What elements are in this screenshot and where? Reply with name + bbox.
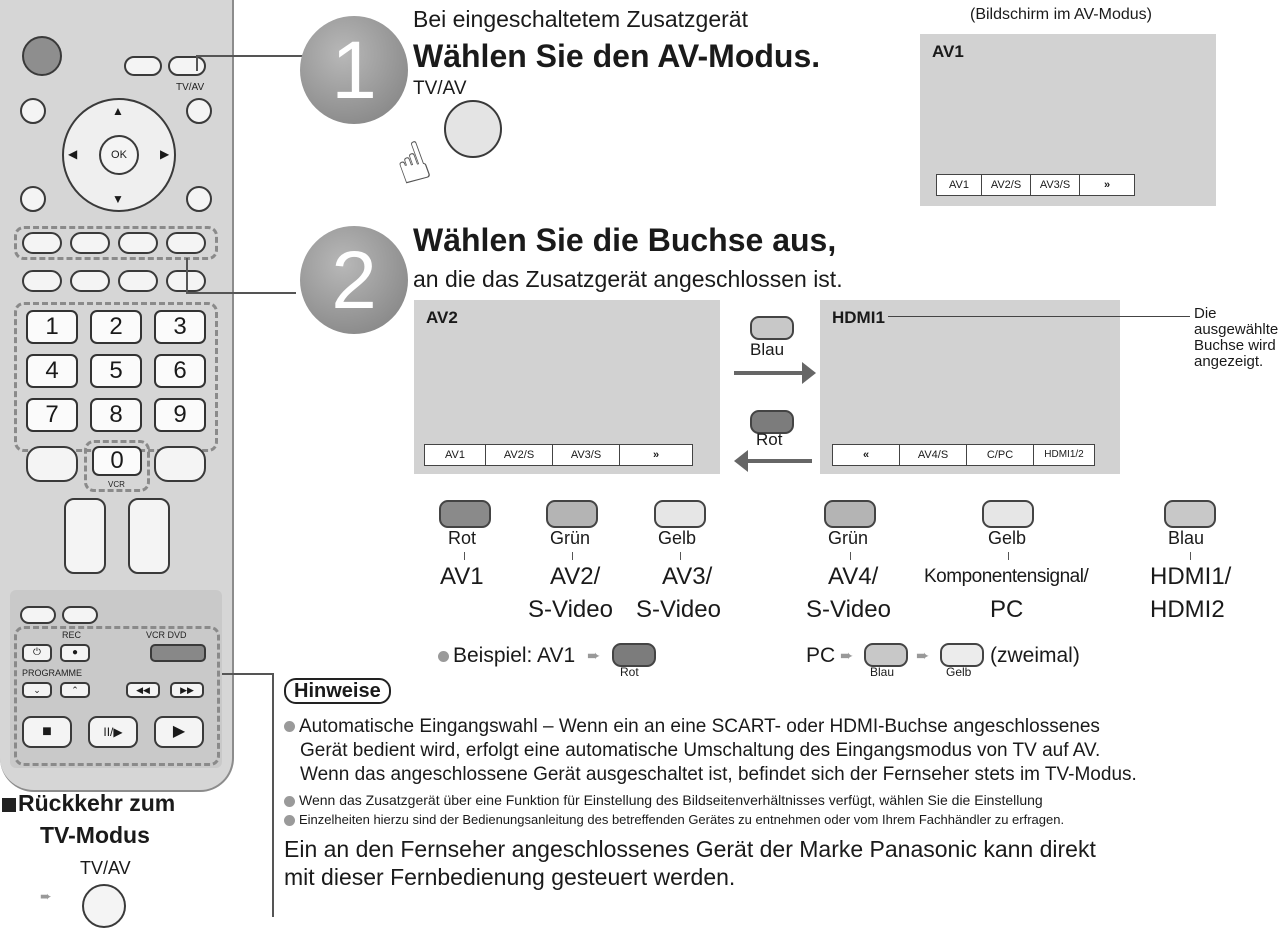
selected-input-callout: Die ausgewählte Buchse wird angezeigt.	[1194, 305, 1279, 370]
input-line2: S-Video	[636, 596, 721, 623]
programme-up-button[interactable]	[60, 682, 90, 698]
power-vcr-button[interactable]	[22, 644, 52, 662]
tick	[850, 552, 851, 560]
return-tvav-label: TV/AV	[80, 858, 131, 878]
number-key-5[interactable]: 5	[90, 354, 142, 388]
remote-right-wide-button[interactable]	[154, 446, 206, 482]
connector-line-step1-h	[196, 55, 306, 57]
tvav-round-button[interactable]	[444, 100, 502, 158]
remote-left-round-button[interactable]	[20, 98, 46, 124]
arrow-right-small-icon: ➨	[587, 648, 601, 665]
ok-button[interactable]: OK	[99, 135, 139, 175]
example-suffix: (zweimal)	[990, 644, 1080, 667]
number-key-6[interactable]: 6	[154, 354, 206, 388]
rewind-icon: ◀◀	[136, 685, 150, 695]
note-line-5: Einzelheiten hierzu sind der Bedienungsanleitung des betreffenden Gerätes zu entnehmen oder vom Ihrem Fachhändler zu erfragen.	[284, 812, 1064, 827]
screen-input-bar	[832, 444, 1095, 466]
stop-button[interactable]	[22, 716, 72, 748]
bar-item: »	[1103, 179, 1111, 191]
tvav-button[interactable]	[168, 56, 206, 76]
color-name: Rot	[448, 528, 477, 548]
color-name: Gelb	[988, 528, 1027, 548]
bar-item: «	[833, 445, 900, 465]
input-line1: AV2/	[550, 563, 601, 590]
note-line-1: Automatische Eingangswahl – Wenn ein an eine SCART- oder HDMI-Buchse angeschlossenes	[284, 716, 1100, 738]
example-blau-label: Blau	[870, 665, 895, 679]
tick	[464, 552, 465, 560]
remote-row2-button-2[interactable]	[70, 270, 110, 292]
panasonic-note-line-1: Ein an den Fernseher angeschlossenes Gerät der Marke Panasonic kann direkt	[284, 836, 1096, 862]
red-button[interactable]	[22, 232, 62, 254]
number-key-3[interactable]: 3	[154, 310, 206, 344]
bar-item: AV4/S	[900, 445, 967, 465]
remote-row2-button-3[interactable]	[118, 270, 158, 292]
remote-small-button-1[interactable]	[20, 606, 56, 624]
left-arrow-icon: ◀	[68, 147, 78, 161]
bar-item: C/PC	[967, 445, 1034, 465]
connector-line-step2	[186, 258, 188, 294]
yellow-button-icon	[654, 500, 706, 528]
return-title-line1: Rückkehr zum	[18, 790, 176, 816]
connector-line-step2-h	[186, 292, 296, 294]
step-1-badge: 1	[300, 16, 408, 124]
arrow-left-line	[748, 459, 812, 463]
note-line-3: Wenn das angeschlossene Gerät ausgeschaltet ist, befindet sich der Fernseher stets im TV-Modus.	[300, 764, 1137, 785]
red-button-icon	[439, 500, 491, 528]
step-2-title: Wählen Sie die Buchse aus,	[413, 222, 837, 258]
number-key-8[interactable]: 8	[90, 398, 142, 432]
blue-button[interactable]	[166, 232, 206, 254]
arrow-right-small-icon: ➨	[840, 648, 854, 665]
screen-title: AV2	[426, 308, 458, 327]
volume-rocker[interactable]	[64, 498, 106, 574]
number-key-0[interactable]: 0	[92, 446, 142, 476]
record-icon: ●	[71, 647, 79, 658]
arrow-right-icon	[802, 362, 816, 384]
yellow-button-icon	[982, 500, 1034, 528]
fast-forward-button[interactable]	[170, 682, 204, 698]
pointing-hand-icon: ☝	[386, 130, 439, 198]
blue-button-icon	[864, 643, 908, 667]
vcr-dvd-label: VCR DVD	[146, 630, 187, 640]
number-key-2[interactable]: 2	[90, 310, 142, 344]
input-line2: HDMI2	[1150, 596, 1225, 623]
blue-button-icon	[750, 316, 794, 340]
green-button-icon	[546, 500, 598, 528]
red-label: Rot	[756, 430, 783, 449]
screen-input-bar	[936, 174, 1135, 196]
pause-icon: II/▶	[103, 725, 123, 739]
av2-screen	[414, 300, 720, 474]
square-bullet-icon	[2, 798, 16, 812]
red-button-icon	[612, 643, 656, 667]
example-red-label: Rot	[620, 665, 639, 679]
chevron-down-icon: ⌄	[33, 685, 41, 695]
input-line1: AV4/	[828, 563, 879, 590]
step-2-subtitle: an die das Zusatzgerät angeschlossen ist.	[413, 266, 843, 292]
hdmi1-screen	[820, 300, 1120, 474]
return-tvav-button[interactable]	[82, 884, 126, 928]
input-line2: S-Video	[806, 596, 891, 623]
remote-lower-right-round-button[interactable]	[186, 186, 212, 212]
screen-input-bar	[424, 444, 693, 466]
number-key-4[interactable]: 4	[26, 354, 78, 388]
connector-line-step1	[196, 55, 198, 71]
color-name: Blau	[1168, 528, 1205, 548]
remote-small-button-2[interactable]	[62, 606, 98, 624]
play-button[interactable]	[154, 716, 204, 748]
tick	[680, 552, 681, 560]
example-pc: PC	[806, 644, 836, 667]
bar-item: AV3/S	[553, 445, 620, 465]
yellow-button[interactable]	[118, 232, 158, 254]
screen-title: HDMI1	[832, 308, 885, 327]
down-arrow-icon: ▼	[112, 192, 124, 206]
example-gelb-label: Gelb	[946, 665, 972, 679]
input-line2: S-Video	[528, 596, 613, 623]
panasonic-note-line-2: mit dieser Fernbedienung gesteuert werden.	[284, 864, 736, 890]
input-line1: AV1	[440, 563, 484, 590]
bar-item: AV3/S	[1031, 175, 1080, 195]
input-line1: AV3/	[662, 563, 713, 590]
return-title-line2: TV-Modus	[40, 822, 150, 848]
screen-title: AV1	[932, 42, 964, 61]
rec-button[interactable]	[60, 644, 90, 662]
bar-item: »	[652, 449, 660, 461]
callout-line	[888, 316, 1190, 317]
power-button[interactable]	[22, 36, 62, 76]
arrow-left-icon	[734, 450, 748, 472]
color-name: Grün	[828, 528, 869, 548]
play-icon: ▶	[172, 723, 186, 740]
bar-item: AV1	[937, 175, 982, 195]
tick	[572, 552, 573, 560]
remote-left-wide-button[interactable]	[26, 446, 78, 482]
step-1-title: Wählen Sie den AV-Modus.	[413, 38, 821, 74]
programme-label: PROGRAMME	[22, 668, 83, 678]
step-2-badge: 2	[300, 226, 408, 334]
blue-button-icon	[1164, 500, 1216, 528]
vcr-label: VCR	[108, 480, 125, 489]
fast-forward-icon: ▶▶	[180, 685, 194, 695]
green-button[interactable]	[70, 232, 110, 254]
bar-item: HDMI1/2	[1044, 449, 1084, 460]
input-line1: HDMI1/	[1150, 563, 1232, 590]
tick	[1008, 552, 1009, 560]
note-line-4: Wenn das Zusatzgerät über eine Funktion für Einstellung des Bildseitenverhältnisses verfügt, wählen Sie die Einstellung	[284, 792, 1043, 808]
color-name: Grün	[550, 528, 591, 548]
arrow-right-small-icon: ➨	[40, 888, 52, 904]
pause-play-button[interactable]	[88, 716, 138, 748]
chevron-up-icon: ⌃	[71, 685, 79, 695]
green-button-icon	[824, 500, 876, 528]
programme-down-button[interactable]	[22, 682, 52, 698]
power-icon: ⏻	[33, 647, 41, 658]
rewind-button[interactable]	[126, 682, 160, 698]
notes-heading: Hinweise	[284, 678, 391, 704]
remote-lower-left-round-button[interactable]	[20, 186, 46, 212]
input-line2: PC	[990, 596, 1024, 623]
bar-item: AV1	[425, 445, 486, 465]
remote-row2-button-1[interactable]	[22, 270, 62, 292]
arrow-right-small-icon: ➨	[916, 648, 930, 665]
remote-right-round-button[interactable]	[186, 98, 212, 124]
note-line-2: Gerät bedient wird, erfolgt eine automatische Umschaltung des Eingangsmodus von TV auf AV.	[300, 740, 1101, 761]
av-screen-caption: (Bildschirm im AV-Modus)	[970, 6, 1152, 23]
tvav-button-label: TV/AV	[413, 78, 467, 99]
remote-control	[0, 0, 234, 792]
yellow-button-icon	[940, 643, 984, 667]
number-key-1[interactable]: 1	[26, 310, 78, 344]
remote-button[interactable]	[124, 56, 162, 76]
tvav-small-label: TV/AV	[176, 82, 205, 93]
connector-line-notes	[222, 673, 272, 675]
arrow-right-line	[734, 371, 806, 375]
blue-label: Blau	[750, 340, 785, 359]
bar-item: AV2/S	[982, 175, 1031, 195]
channel-rocker[interactable]	[128, 498, 170, 574]
tick	[1190, 552, 1191, 560]
step-1-subtitle: Bei eingeschaltetem Zusatzgerät	[413, 6, 748, 32]
number-key-7[interactable]: 7	[26, 398, 78, 432]
connector-line-notes-v	[272, 673, 274, 917]
vcr-dvd-switch[interactable]	[150, 644, 206, 662]
example-av1: Beispiel: AV1	[438, 644, 575, 668]
input-line1: Komponentensignal/	[924, 566, 1089, 587]
color-name: Gelb	[658, 528, 697, 548]
bar-item: AV2/S	[486, 445, 553, 465]
rec-label: REC	[62, 630, 82, 640]
right-arrow-icon: ▶	[160, 147, 170, 161]
stop-icon: ■	[42, 723, 52, 740]
av-mode-screen	[920, 34, 1216, 206]
number-key-9[interactable]: 9	[154, 398, 206, 432]
up-arrow-icon: ▲	[112, 104, 124, 118]
